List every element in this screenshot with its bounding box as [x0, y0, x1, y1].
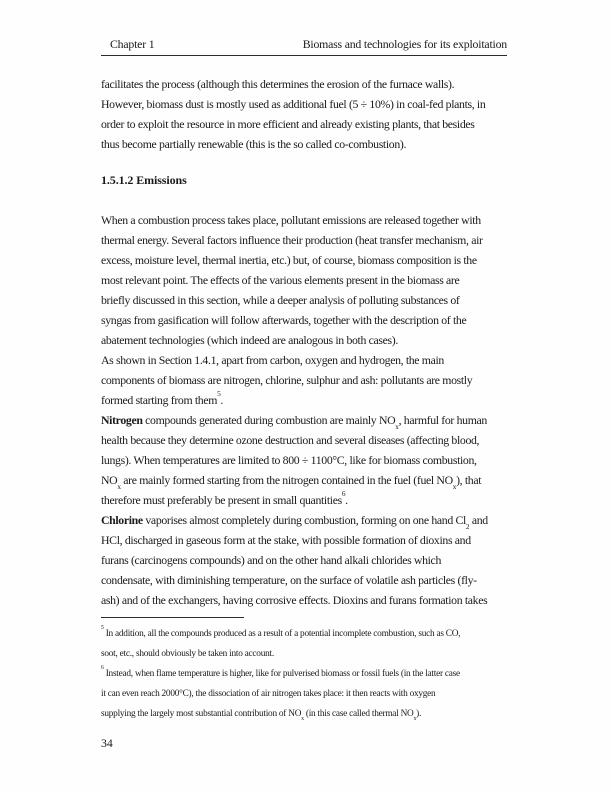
paragraph-nitrogen — [101, 410, 507, 510]
text-segment: therefore must preferably be present in small quantities — [101, 493, 342, 507]
footnote-ref-6: 6 — [341, 488, 346, 498]
footnote-ref-5: 5 — [217, 388, 221, 398]
footnote-marker-5: 5 — [101, 625, 104, 632]
text-line — [101, 390, 507, 410]
subscript-x: x — [452, 482, 457, 492]
text-line: thermal energy. Several factors influence their production (heat transfer mechanism, air — [101, 233, 483, 247]
text-line: thus become partially renewable (this is the so called co-combustion). — [101, 137, 407, 151]
text-line: condensate, with diminishing temperature, on the surface of volatile ash particles (fly- — [101, 573, 477, 587]
text-line — [101, 664, 507, 684]
text-segment: formed starting from them — [101, 393, 218, 407]
text-line: However, biomass dust is mostly used as additional fuel (5 ÷ 10%) in coal-fed plants, in — [101, 97, 486, 111]
text-segment: are mainly formed starting from the nitrogen contained in the fuel (fuel NO — [120, 473, 453, 487]
keyword-nitrogen: Nitrogen — [101, 413, 143, 427]
text-line: most relevant point. The effects of the various elements present in the biomass are — [101, 273, 460, 287]
text-line: When a combustion process takes place, pollutant emissions are released together with — [101, 213, 481, 227]
running-header-chapter: Chapter 1 — [110, 37, 155, 51]
header-rule — [101, 55, 507, 56]
text-line: order to exploit the resource in more efficient and already existing plants, that besides — [101, 117, 475, 131]
text-line: it can even reach 2000°C), the dissociation of air nitrogen takes place: it then reacts with oxygen — [101, 689, 436, 699]
text-line — [101, 704, 507, 724]
text-line: lungs). When temperatures are limited to 800 ÷ 1100°C, like for biomass combustion, — [101, 453, 477, 467]
text-segment: Instead, when flame temperature is higher, like for pulverised biomass or fossil fuels (in the latter case — [103, 669, 460, 679]
subscript-x: x — [395, 422, 399, 432]
text-segment: (in this case called thermal NO — [303, 709, 414, 719]
text-line: briefly discussed in this section, while a deeper analysis of polluting substances of — [101, 293, 460, 307]
subscript-x: x — [301, 716, 304, 723]
text-line — [101, 490, 507, 510]
subscript-x: x — [117, 482, 121, 492]
text-line — [101, 624, 507, 644]
text-line — [101, 470, 507, 490]
footnote-5 — [101, 624, 507, 664]
text-segment: In addition, all the compounds produced as a result of a potential incomplete combustion, such as CO, — [103, 629, 461, 639]
paragraph-emissions-intro — [101, 210, 507, 350]
text-line: syngas from gasification will follow afterwards, together with the description of the — [101, 313, 467, 327]
text-line — [101, 510, 507, 530]
text-segment: , harmful for human — [398, 413, 487, 427]
page-number: 34 — [101, 736, 113, 750]
text-line: As shown in Section 1.4.1, apart from carbon, oxygen and hydrogen, the main — [101, 353, 444, 367]
page-body — [101, 74, 507, 610]
text-segment: . — [220, 393, 223, 407]
paragraph-cocombustion — [101, 74, 507, 154]
text-line: facilitates the process (although this determines the erosion of the furnace walls). — [101, 77, 455, 91]
subscript-2: 2 — [465, 522, 470, 532]
text-segment: NO — [101, 473, 118, 487]
text-line: health because they determine ozone destruction and several diseases (affecting blood, — [101, 433, 480, 447]
keyword-chlorine: Chlorine — [101, 513, 143, 527]
text-segment: ). — [416, 709, 422, 719]
text-segment: supplying the largely most substantial contribution of NO — [101, 709, 302, 719]
text-segment: and — [469, 513, 488, 527]
text-line: ash) and of the exchangers, having corrosive effects. Dioxins and furans formation takes — [101, 593, 488, 607]
footnote-6 — [101, 664, 507, 724]
text-line: excess, moisture level, thermal inertia, etc.) but, of course, biomass composition is the — [101, 253, 477, 267]
text-line: HCl, discharged in gaseous form at the stake, with possible formation of dioxins and — [101, 533, 471, 547]
text-segment: vaporises almost completely during combustion, forming on one hand Cl — [142, 513, 466, 527]
running-header-title: Biomass and technologies for its exploitation — [302, 37, 507, 51]
text-segment: compounds generated during combustion are mainly NO — [142, 413, 396, 427]
text-line: abatement technologies (which indeed are analogous in both cases). — [101, 333, 398, 347]
text-segment: . — [345, 493, 348, 507]
paragraph-chlorine — [101, 510, 507, 610]
text-segment: ), that — [456, 473, 482, 487]
text-line — [101, 410, 507, 430]
paragraph-biomass-components — [101, 350, 507, 410]
subscript-x: x — [413, 716, 417, 723]
text-line: furans (carcinogens compounds) and on the other hand alkali chlorides which — [101, 553, 441, 567]
footnote-separator-rule — [101, 617, 244, 618]
section-heading-emissions: 1.5.1.2 Emissions — [101, 173, 187, 187]
text-line: soot, etc., should obviously be taken into account. — [101, 649, 274, 659]
running-header — [101, 37, 507, 53]
footnote-area — [101, 617, 507, 724]
text-line: components of biomass are nitrogen, chlorine, sulphur and ash: pollutants are mostly — [101, 373, 473, 387]
footnote-marker-6: 6 — [101, 665, 104, 672]
